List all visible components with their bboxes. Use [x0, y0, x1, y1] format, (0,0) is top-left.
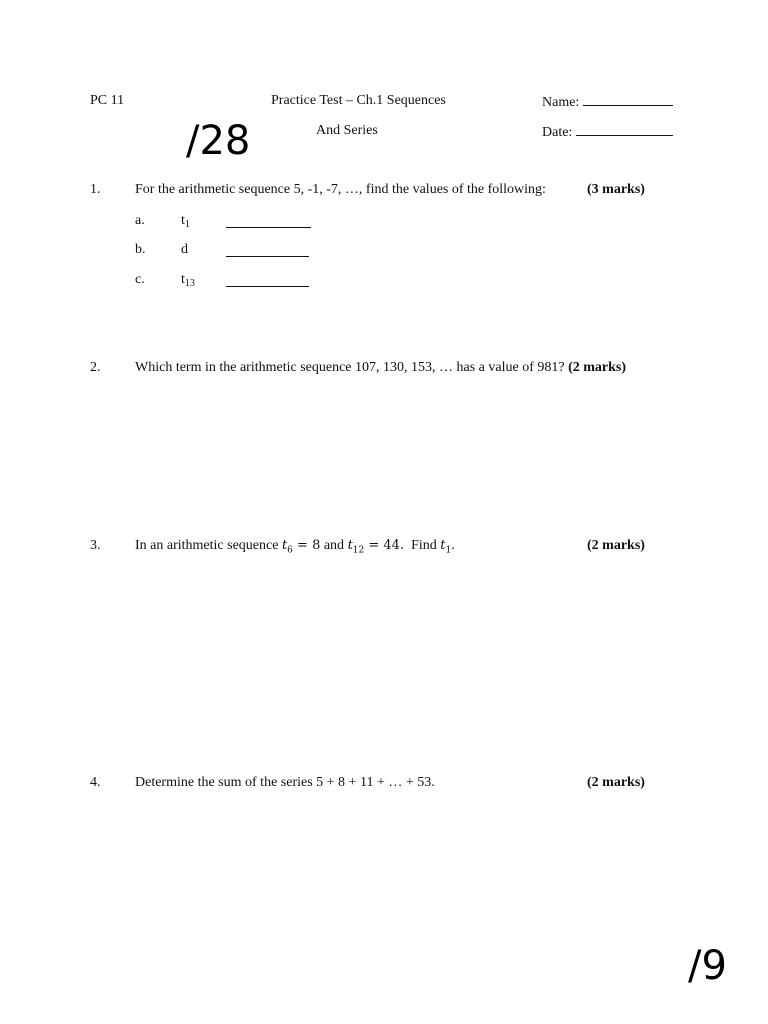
question-4-marks: (2 marks) [587, 775, 645, 790]
question-1c-var: $t_{13}$ [181, 272, 195, 289]
question-2-marks: (2 marks) [568, 360, 627, 375]
question-1a-var: $t_1$ [181, 213, 190, 230]
question-3-t12: $t_{12} = 44$. [347, 538, 405, 556]
course-code: PC 11 [90, 93, 125, 108]
question-2-text: Which term in the arithmetic sequence 107, 130, 153, … has a value of 981? [135, 360, 565, 375]
question-1-number: 1. [90, 182, 101, 197]
page-score: /9 [688, 943, 727, 989]
question-3-t1: $t_1$ [440, 538, 452, 556]
question-1a-letter: a. [135, 213, 145, 228]
date-field [542, 123, 673, 141]
test-title-subtitle: And Series [316, 123, 378, 138]
question-1b-var: d [181, 242, 188, 257]
name-field [542, 93, 673, 111]
question-1b-blank [226, 244, 309, 257]
name-label: Name: [542, 95, 580, 110]
question-2-line [135, 360, 626, 376]
date-label: Date: [542, 125, 573, 140]
question-2-number: 2. [90, 360, 101, 375]
question-1-text: For the arithmetic sequence 5, -1, -7, …, find the values of the following: [135, 182, 546, 197]
question-1a-blank [226, 215, 311, 228]
name-blank [583, 93, 673, 106]
question-1-marks: (3 marks) [587, 182, 645, 197]
date-blank [576, 123, 673, 136]
question-1c-letter: c. [135, 272, 145, 287]
question-3-t6: $t_6 = 8$ [281, 538, 321, 556]
test-title: Practice Test – Ch.1 Sequences [271, 93, 446, 108]
question-1b-letter: b. [135, 242, 146, 257]
question-4-text: Determine the sum of the series 5 + 8 + 11 + … + 53. [135, 775, 435, 790]
question-4-number: 4. [90, 775, 101, 790]
question-3-number: 3. [90, 538, 101, 553]
question-1c-blank [226, 274, 309, 287]
question-3-marks: (2 marks) [587, 538, 645, 553]
total-score: /28 [186, 118, 251, 164]
question-3-text: In an arithmetic sequence $t_6 = 8$ and $t_{12} = 44$. Find $t_1$. [135, 538, 455, 556]
